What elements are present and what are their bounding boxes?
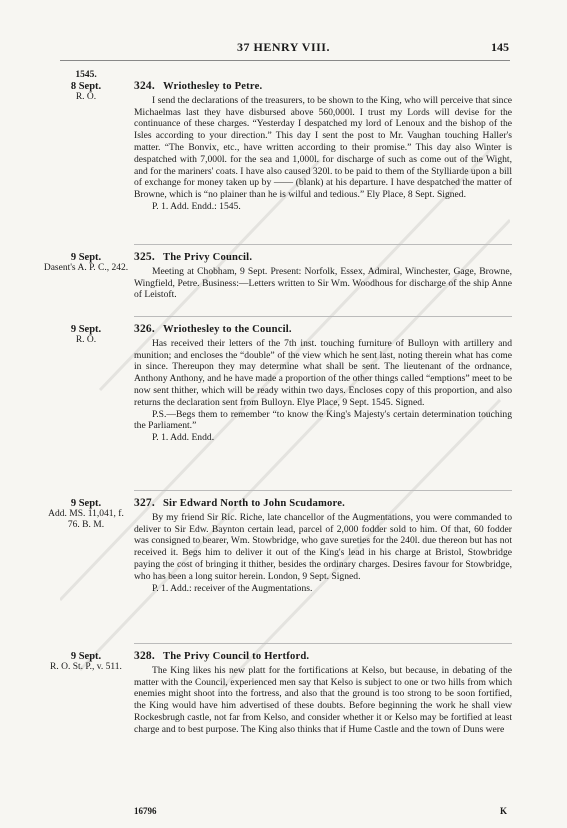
entry-body [134,324,512,444]
page-title: 37 HENRY VIII. [237,40,330,54]
entry-divider [134,316,512,317]
margin-source: R. O. [75,92,97,102]
entry-body [134,252,512,301]
margin-source: R. O. [75,335,97,345]
margin-note [42,252,130,274]
margin-source: Add. MS. 11,041, f. 76. B. M. [48,509,124,530]
footer-mark: K [500,806,508,816]
entry-text: Has received their letters of the 7th inst. touching furniture of Bulloyn with artillery and munition; and encloses the “double” of the view which he sent last, noting therein what has come in since. Thereupon they may determine what shall be sent. The lieutenant of the ordnance, Anthony Anthony, and he have made a proportion of the other things called “emptions” meet to be now sent thither, which will be ready within two days. Encloses copy of this proportion, and also returns the declaration sent from Bulloyn. Elye Place, 9 Sept. 1545. Signed. [134,337,512,408]
margin-note [42,498,130,531]
entry-text: I send the declarations of the treasurers, to be shown to the King, who will perceive that since Michaelmas last they have disbursed above 560,000l. I trust my Lords will devise for the continuance of these charges. “Yesterday I despatched my lord of Lenoux and the bishop of the Isles according to your direction.” This day I sent the post to Mr. Vaughan touching Haller's matter. “The Bonvix, etc., have written according to their promise.” This day also Winter is despatched with 7,000l. for the sea and 1,000l. for discharge of such as come out of the Wight, and for the mariners' coats. I have also caused 320l. to be paid to them of the Stylliarde upon a bill of exchange for money taken up by —— (blank) at his departure. I have despatched the matter of Browne, which is “no plainer than he is wilful and tedious.” Ely Place, 8 Sept. Signed. [134,94,512,201]
page-number: 145 [491,40,509,54]
entry-divider [134,643,512,644]
margin-date: 9 Sept. [70,651,102,662]
margin-note [42,324,130,346]
entry-heading [134,81,512,93]
entry-body [134,81,512,213]
entry-text: By my friend Sir Ric. Riche, late chancellor of the Augmentations, you were commanded to deliver to Sir Edw. Baynton certain lead, parcel of 2,000 fodder sold to him. Of that, 60 fodder was consigned to bearer, Wm. Stowbridge, who gave sureties for the 240l. due thereon but has not received it. Begs him to deliver it out of the King's lead in his charge at Bristol, Stowbridge paying the cost of bringing it thither, besides the ordinary charges. Desires favour for Stowbridge, who has been a long suitor herein. London, 9 Sept. Signed. [134,511,512,582]
margin-source: R. O. St. P., v. 511. [50,662,122,672]
entry-note: P. 1. Add. Endd.: 1545. [152,200,241,212]
margin-source: Dasent's A. P. C., 242. [43,263,129,273]
entry-heading [134,324,512,336]
entry-title: The Privy Council. [162,252,253,263]
margin-date: 9 Sept. [70,252,102,263]
header-divider [60,60,510,61]
entry-note: P. 1. Add. Endd. [152,432,215,444]
entry-divider [134,244,512,245]
margin-date: 9 Sept. [70,498,102,509]
entry-body [134,651,512,736]
entry-title: The Privy Council to Hertford. [162,651,310,662]
entry-text: Meeting at Chobham, 9 Sept. Present: Norfolk, Essex, Admiral, Winchester, Gage, Browne, Wingfield, Petre. Business:—Letters written to Sir Wm. Woodhous for discharge of the ship Anne of Leistoft. [134,265,512,301]
margin-date: 8 Sept. [70,81,102,92]
entry-text: The King likes his new platt for the fortifications at Kelso, but because, in debating of the matter with the Council, experienced men say that Kelso is subject to one or two hills from which enemies might shoot into the fortress, and also that the ground is too strong to be soon fortified, the King would have him advertised of these doubts. Before beginning the work he shall view Rockesbrugh castle, not far from Kelso, and consider whether it or Kelso may be fortified at least charge and to best purpose. The King also thinks that if Hume Castle and the town of Duns were [134,664,512,735]
entry-postscript: P.S.—Begs them to remember “to know the King's Majesty's certain determination touching the Parliament.” [134,408,512,432]
margin-note [42,70,130,103]
entry-title: Wriothesley to Petre. [162,81,263,92]
margin-note [42,651,130,673]
entry-note: P. 1. Add.: receiver of the Augmentations. [152,582,313,594]
entry-number: 328. [134,650,155,662]
footer-signature: 16796 [134,806,157,816]
entry-divider [134,490,512,491]
entry-number: 327. [134,497,155,509]
entry-number: 325. [134,251,155,263]
entry-title: Wriothesley to the Council. [162,324,292,335]
margin-date: 9 Sept. [70,324,102,335]
entry-heading [134,498,512,510]
entry-number: 324. [134,80,155,92]
entry-body [134,498,512,594]
entry-title: Sir Edward North to John Scudamore. [162,498,345,509]
entry-number: 326. [134,323,155,335]
entry-heading [134,252,512,264]
entry-heading [134,651,512,663]
running-header [0,40,567,56]
margin-year: 1545. [75,70,97,80]
